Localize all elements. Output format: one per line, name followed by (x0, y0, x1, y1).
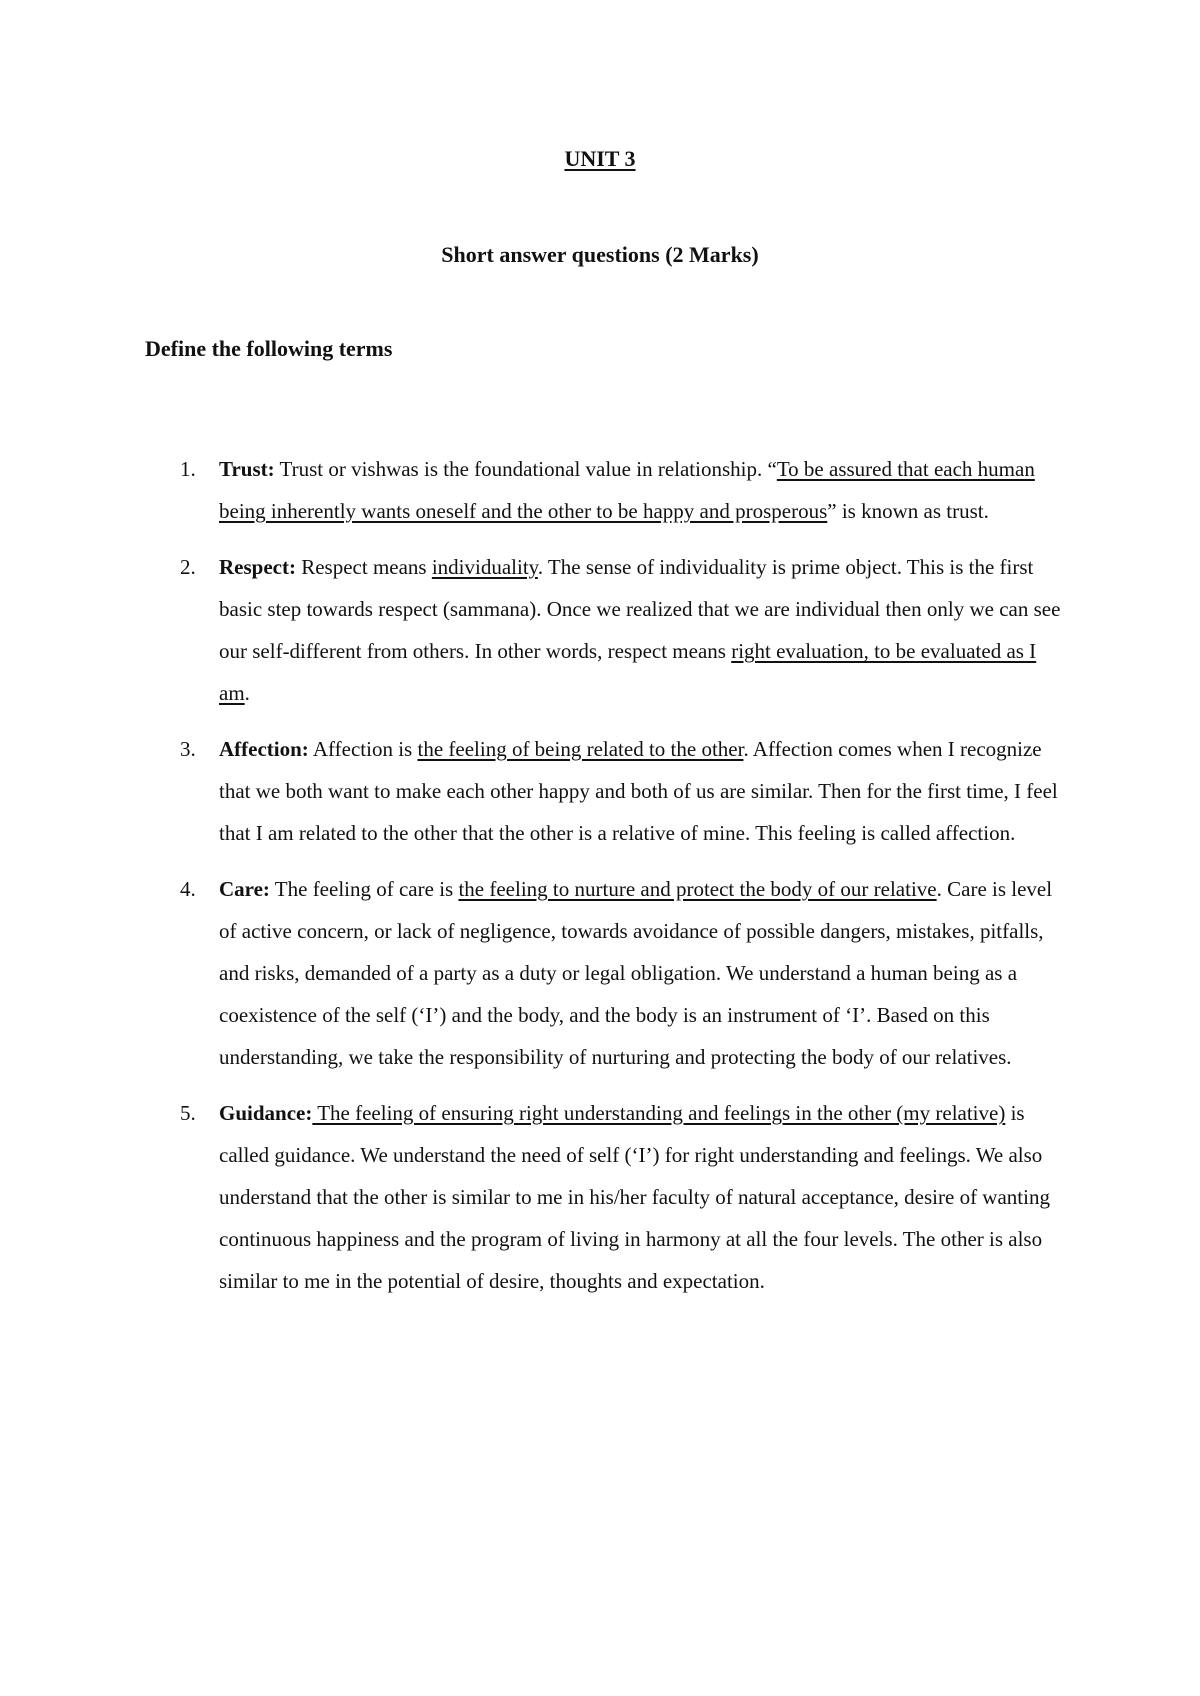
definition-text: ” is known as trust. (827, 499, 989, 523)
term-definition (219, 1092, 1069, 1302)
term-definition (219, 546, 1069, 714)
definition-text: Trust or vishwas is the foundational value in relationship. “ (274, 457, 777, 481)
instruction-heading: Define the following terms (145, 336, 393, 361)
term-number: 4. (180, 877, 196, 901)
term-number: 5. (180, 1101, 196, 1125)
term-definition (219, 728, 1069, 854)
term-item-trust (0, 448, 1200, 532)
definition-text: The feeling of care is (269, 877, 459, 901)
term-number: 3. (180, 737, 196, 761)
definition-text: . The sense of individuality is prime object. This is the first basic step towards respect (sammana). Once we realized that we are individual then only we can see our self-different from others. In other words, respect means (219, 555, 1061, 663)
term-name: Respect: (219, 555, 296, 579)
term-definition (219, 868, 1069, 1078)
definition-text: is called guidance. We understand the need of self (‘I’) for right understanding and feelings. We also understand that the other is similar to me in his/her faculty of natural acceptance, desire of wanting continuous happiness and the program of living in harmony at all the four levels. The other is also similar to me in the potential of desire, thoughts and expectation. (219, 1101, 1050, 1293)
section-title: Short answer questions (2 Marks) (441, 242, 759, 267)
term-name: Trust: (219, 457, 275, 481)
unit-title: UNIT 3 (564, 146, 636, 171)
term-definition (219, 448, 1069, 532)
term-number: 2. (180, 555, 196, 579)
term-item-affection (0, 728, 1200, 854)
definition-text: . (244, 681, 250, 705)
underlined-definition: To be assured that each human being inherently wants oneself and the other to be happy and prosperous (219, 457, 1035, 523)
underlined-definition: the feeling of being related to the other (417, 737, 744, 761)
definition-text: Respect means (295, 555, 432, 579)
term-name: Affection: (219, 737, 309, 761)
term-name: Care: (219, 877, 270, 901)
terms-list (0, 448, 1200, 1316)
underlined-definition: The feeling of ensuring right understanding and feelings in the other (my relative) (312, 1101, 1006, 1125)
definition-text: . Affection comes when I recognize that we both want to make each other happy and both of us are similar. Then for the first time, I feel that I am related to the other that the other is a relative of mine. This feeling is called affection. (219, 737, 1058, 845)
underlined-definition: the feeling to nurture and protect the body of our relative (458, 877, 937, 901)
term-item-guidance (0, 1092, 1200, 1302)
term-number: 1. (180, 457, 196, 481)
term-item-care (0, 868, 1200, 1078)
definition-text: . Care is level of active concern, or lack of negligence, towards avoidance of possible dangers, mistakes, pitfalls, and risks, demanded of a party as a duty or legal obligation. We understand a human being as a coexistence of the self (‘I’) and the body, and the body is an instrument of ‘I’. Based on this understanding, we take the responsibility of nurturing and protecting the body of our relatives. (219, 877, 1053, 1069)
term-item-respect (0, 546, 1200, 714)
term-name: Guidance: (219, 1101, 313, 1125)
underlined-definition: individuality (431, 555, 538, 579)
underlined-definition: right evaluation, to be evaluated as I am (219, 639, 1037, 705)
definition-text: Affection is (308, 737, 418, 761)
